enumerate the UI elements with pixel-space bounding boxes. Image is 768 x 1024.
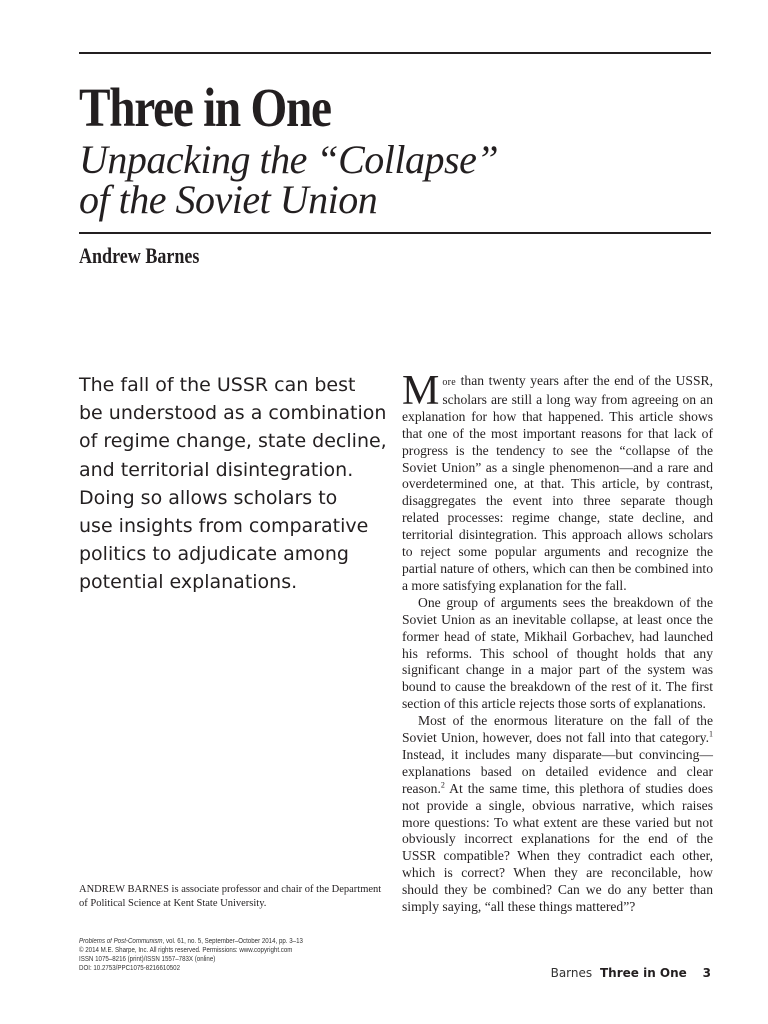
article-subtitle [79, 137, 499, 222]
abstract-line: The fall of the USSR can best [79, 374, 356, 396]
doi-line: DOI: 10.2753/PPC1075-8216610502 [79, 965, 181, 972]
paragraph-text: Most of the enormous literature on the fall of the Soviet Union, however, does not fall into that category. [402, 713, 713, 746]
abstract-line: potential explanations. [79, 571, 298, 594]
publication-info [79, 937, 303, 973]
citation-text: , vol. 61, no. 5, September–October 2014, pp. 3–13 [162, 938, 303, 945]
top-rule [79, 52, 711, 54]
page-footer [551, 966, 711, 980]
abstract-line: be understood as a combination [79, 402, 387, 425]
footnote-marker[interactable]: 2 [440, 780, 445, 790]
journal-name: Problems of Post-Communism [79, 938, 163, 945]
paragraph-text: Instead, it includes many disparate—but convincing—explanations based on detailed evidence and clear reason. [402, 746, 713, 796]
article-title: Three in One [79, 77, 331, 138]
drop-cap: M [402, 368, 440, 414]
abstract-line: politics to adjudicate among [79, 543, 349, 566]
subtitle-line: Unpacking the “Collapse” [79, 137, 499, 182]
footer-title: Three in One [599, 966, 687, 980]
abstract-line: and territorial disintegration. [79, 458, 354, 481]
subtitle-line: of the Soviet Union [79, 177, 378, 222]
body-paragraph: One group of arguments sees the breakdown of the Soviet Union as an inevitable collapse, at least once the former head of state, Mikhail Gorbachev, had launched his reforms. This school of thought holds that any significant change in a major part of the system was bound to cause the breakdown of the rest of it. The first section of this article rejects those sorts of explanations. [402, 594, 713, 712]
author-bio: ANDREW BARNES is associate professor and chair of the Department of Political Science at Kent State University. [79, 884, 382, 909]
body-paragraph [402, 713, 713, 916]
abstract-line: Doing so allows scholars to [79, 486, 338, 509]
body-text [402, 368, 713, 916]
body-paragraph [402, 368, 713, 595]
page-number: 3 [702, 966, 711, 980]
paragraph-text: At the same time, this plethora of studies does not provide a single, obvious narrative, which raises more questions: To what extent are these varied but not obviously incorrect explanations for the end of the USSR compatible? When they contradict each other, which is correct? When they are reconcilable, how should they be combined? Can we do any better than simply saying, “all these things mattered”? [402, 780, 713, 915]
citation-line [79, 937, 303, 946]
small-caps-text: ore [442, 377, 457, 388]
issn-line: ISSN 1075–8216 (print)/ISSN 1557–783X (online) [79, 956, 216, 963]
footnote-marker[interactable]: 1 [709, 729, 713, 739]
copyright-line: © 2014 M.E. Sharpe, Inc. All rights reserved. Permissions: www.copyright.com [79, 947, 293, 954]
abstract-line: of regime change, state decline, [79, 430, 387, 453]
title-rule [79, 232, 711, 234]
author-name: Andrew Barnes [79, 243, 200, 268]
abstract [79, 371, 387, 597]
footer-author: Barnes [550, 966, 593, 980]
paragraph-text: than twenty years after the end of the USSR, scholars are still a long way from agreeing on an explanation for how that happened. This article shows that one of the most important reasons for that lack of progress is the tendency to see the “collapse of the Soviet Union” as a single phenomenon—and a rare and overdetermined one, at that. This article, by contrast, disaggregates the event into three separate though related processes: regime change, state decline, and territorial disintegration. This approach allows scholars to reject some popular arguments and recognize the partial nature of others, which can then be combined into a more satisfying explanation for the fall. [402, 373, 713, 593]
abstract-line: use insights from comparative [79, 515, 369, 538]
